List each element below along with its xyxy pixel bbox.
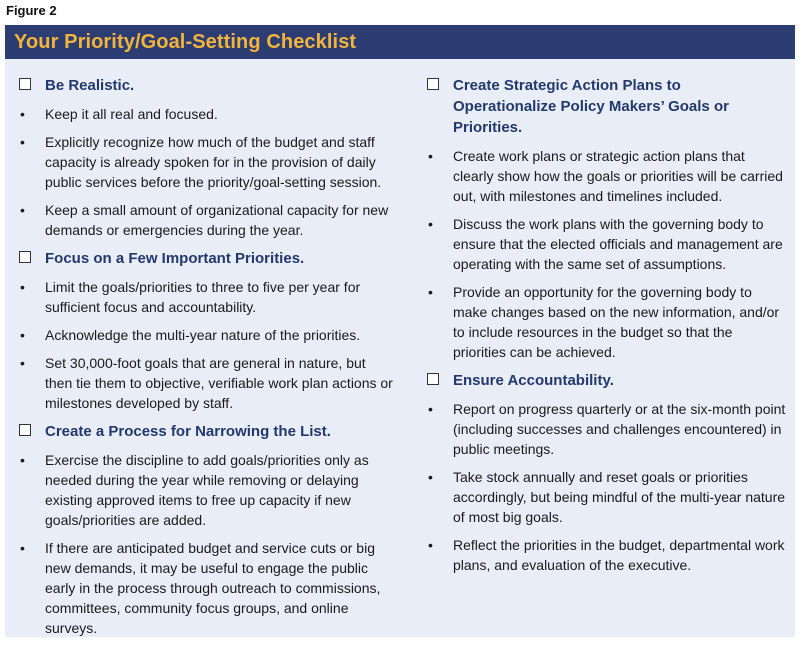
bullet-icon: • [428,401,433,417]
section-strategic-action-plans [425,75,787,362]
bullet-text: Limit the goals/priorities to three to five per year for sufficient focus and accountability. [45,279,361,315]
section-heading-text: Be Realistic. [45,77,135,94]
bullet-icon: • [20,134,25,150]
list-item [17,450,395,530]
section-heading-text: Create a Process for Narrowing the List. [45,423,331,440]
bullet-icon: • [20,279,25,295]
bullet-list [425,399,787,575]
bullet-icon: • [20,327,25,343]
checklist-title: Your Priority/Goal-Setting Checklist [14,30,357,53]
bullet-icon: • [20,540,25,556]
section-heading [425,75,787,138]
checkbox[interactable] [427,78,439,90]
section-heading-text: Ensure Accountability. [453,372,614,389]
bullet-text: Exercise the discipline to add goals/priorities only as needed during the year while removing or delaying existing approved items to free up capacity if new goals/priorities are added. [45,452,369,528]
bullet-icon: • [428,284,433,300]
checkbox[interactable] [19,78,31,90]
bullet-icon: • [20,452,25,468]
checkbox[interactable] [427,373,439,385]
bullet-text: Keep a small amount of organizational capacity for new demands or emergencies during the year. [45,202,389,238]
bullet-text: Report on progress quarterly or at the six-month point (including successes and challenges encountered) in public meetings. [453,401,786,457]
bullet-icon: • [20,106,25,122]
left-column [17,75,395,646]
bullet-text: Provide an opportunity for the governing body to make changes based on the new information, and/or to include resources in the budget so that the priorities can be achieved. [453,284,780,360]
list-item [17,353,395,413]
list-item [425,282,787,362]
bullet-icon: • [428,148,433,164]
section-heading [17,421,395,442]
bullet-text: If there are anticipated budget and service cuts or big new demands, it may be useful to engage the public early in the process through outreach to commissions, committees, community focus groups, and online surveys. [45,540,381,636]
figure-label: Figure 2 [6,3,57,18]
section-ensure-accountability [425,370,787,575]
list-item [17,200,395,240]
list-item [17,132,395,192]
bullet-text: Discuss the work plans with the governing body to ensure that the elected officials and management are operating with the same set of assumptions. [453,216,783,272]
list-item [17,104,395,124]
bullet-list [17,104,395,240]
bullet-text: Reflect the priorities in the budget, departmental work plans, and evaluation of the executive. [453,537,785,573]
bullet-text: Set 30,000-foot goals that are general in nature, but then tie them to objective, verifiable work plan actions or milestones developed by staff. [45,355,393,411]
list-item [425,399,787,459]
checklist-panel [5,59,795,637]
bullet-text: Explicitly recognize how much of the budget and staff capacity is already spoken for in the provision of daily public services before the priority/goal-setting session. [45,134,382,190]
section-heading [17,248,395,269]
section-heading [17,75,395,96]
bullet-list [17,277,395,413]
bullet-icon: • [428,537,433,553]
list-item [17,325,395,345]
checkbox[interactable] [19,251,31,263]
section-heading-text: Create Strategic Action Plans to Operationalize Policy Makers’ Goals or Priorities. [453,77,729,136]
bullet-text: Keep it all real and focused. [45,106,218,122]
right-column [425,75,787,583]
bullet-icon: • [20,202,25,218]
list-item [425,146,787,206]
bullet-list [425,146,787,362]
section-be-realistic [17,75,395,240]
list-item [17,277,395,317]
section-narrowing-list [17,421,395,638]
bullet-icon: • [428,469,433,485]
bullet-list [17,450,395,638]
bullet-text: Create work plans or strategic action plans that clearly show how the goals or priorities will be carried out, with milestones and timelines included. [453,148,783,204]
checklist-title-bar [5,25,795,59]
bullet-icon: • [428,216,433,232]
bullet-icon: • [20,355,25,371]
checkbox[interactable] [19,424,31,436]
list-item [425,214,787,274]
list-item [17,538,395,638]
bullet-text: Take stock annually and reset goals or priorities accordingly, but being mindful of the multi-year nature of most big goals. [453,469,786,525]
section-heading-text: Focus on a Few Important Priorities. [45,250,305,267]
section-focus-priorities [17,248,395,413]
list-item [425,467,787,527]
section-heading [425,370,787,391]
bullet-text: Acknowledge the multi-year nature of the priorities. [45,327,361,343]
list-item [425,535,787,575]
